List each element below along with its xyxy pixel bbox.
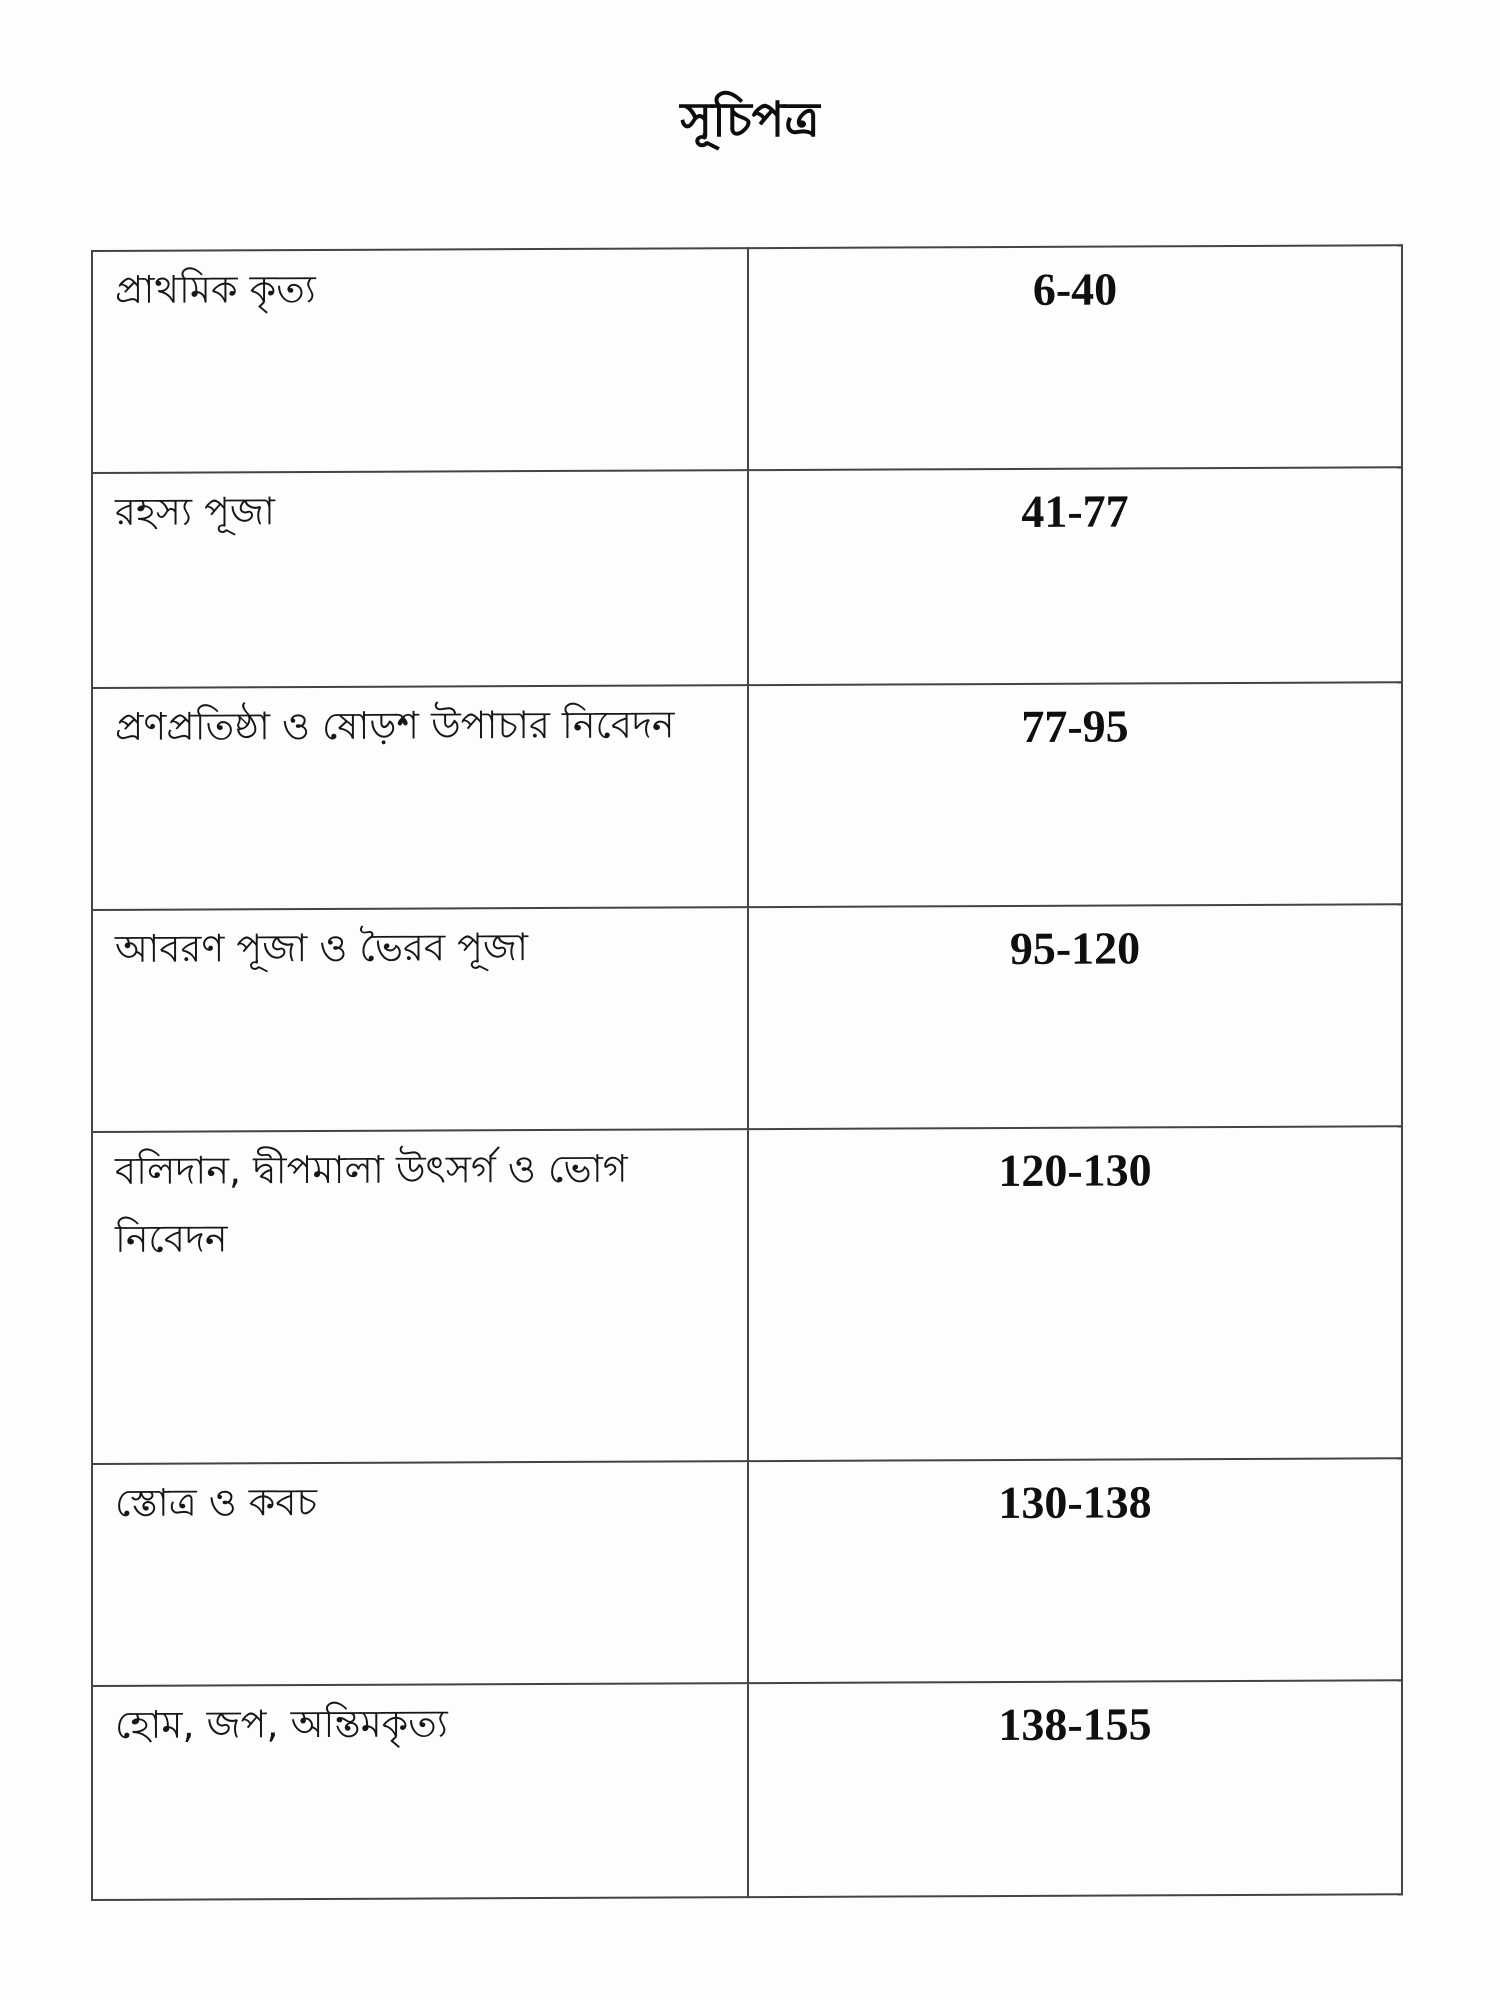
- topic-cell: বলিদান, দ্বীপমালা উৎসর্গ ও ভোগ নিবেদন: [92, 1129, 748, 1464]
- table-row: [92, 1126, 1402, 1464]
- topic-cell: রহস্য পূজা: [92, 470, 748, 688]
- topic-cell: প্রাথমিক কৃত্য: [92, 248, 748, 473]
- table-row: [92, 1680, 1402, 1900]
- page-range-cell: 130-138: [748, 1458, 1402, 1683]
- contents-table: [91, 244, 1403, 1901]
- topic-cell: স্তোত্র ও কবচ: [92, 1461, 748, 1686]
- table-row: [92, 467, 1402, 688]
- page-title: সূচিপত্র: [680, 92, 820, 148]
- table-row: [92, 1458, 1402, 1686]
- topic-cell: হোম, জপ, অন্তিমকৃত্য: [92, 1683, 748, 1900]
- topic-cell: প্রণপ্রতিষ্ঠা ও ষোড়শ উপাচার নিবেদন: [92, 685, 748, 910]
- page-range-cell: 41-77: [748, 467, 1402, 685]
- page-range-cell: 95-120: [748, 904, 1402, 1129]
- page-range-cell: 138-155: [748, 1680, 1402, 1897]
- table-row: [92, 904, 1402, 1132]
- table-row: [92, 682, 1402, 910]
- topic-cell: আবরণ পূজা ও ভৈরব পূজা: [92, 907, 748, 1132]
- page-range-cell: 120-130: [748, 1126, 1402, 1461]
- page-range-cell: 6-40: [748, 245, 1402, 470]
- table-row: [92, 245, 1402, 473]
- page-range-cell: 77-95: [748, 682, 1402, 907]
